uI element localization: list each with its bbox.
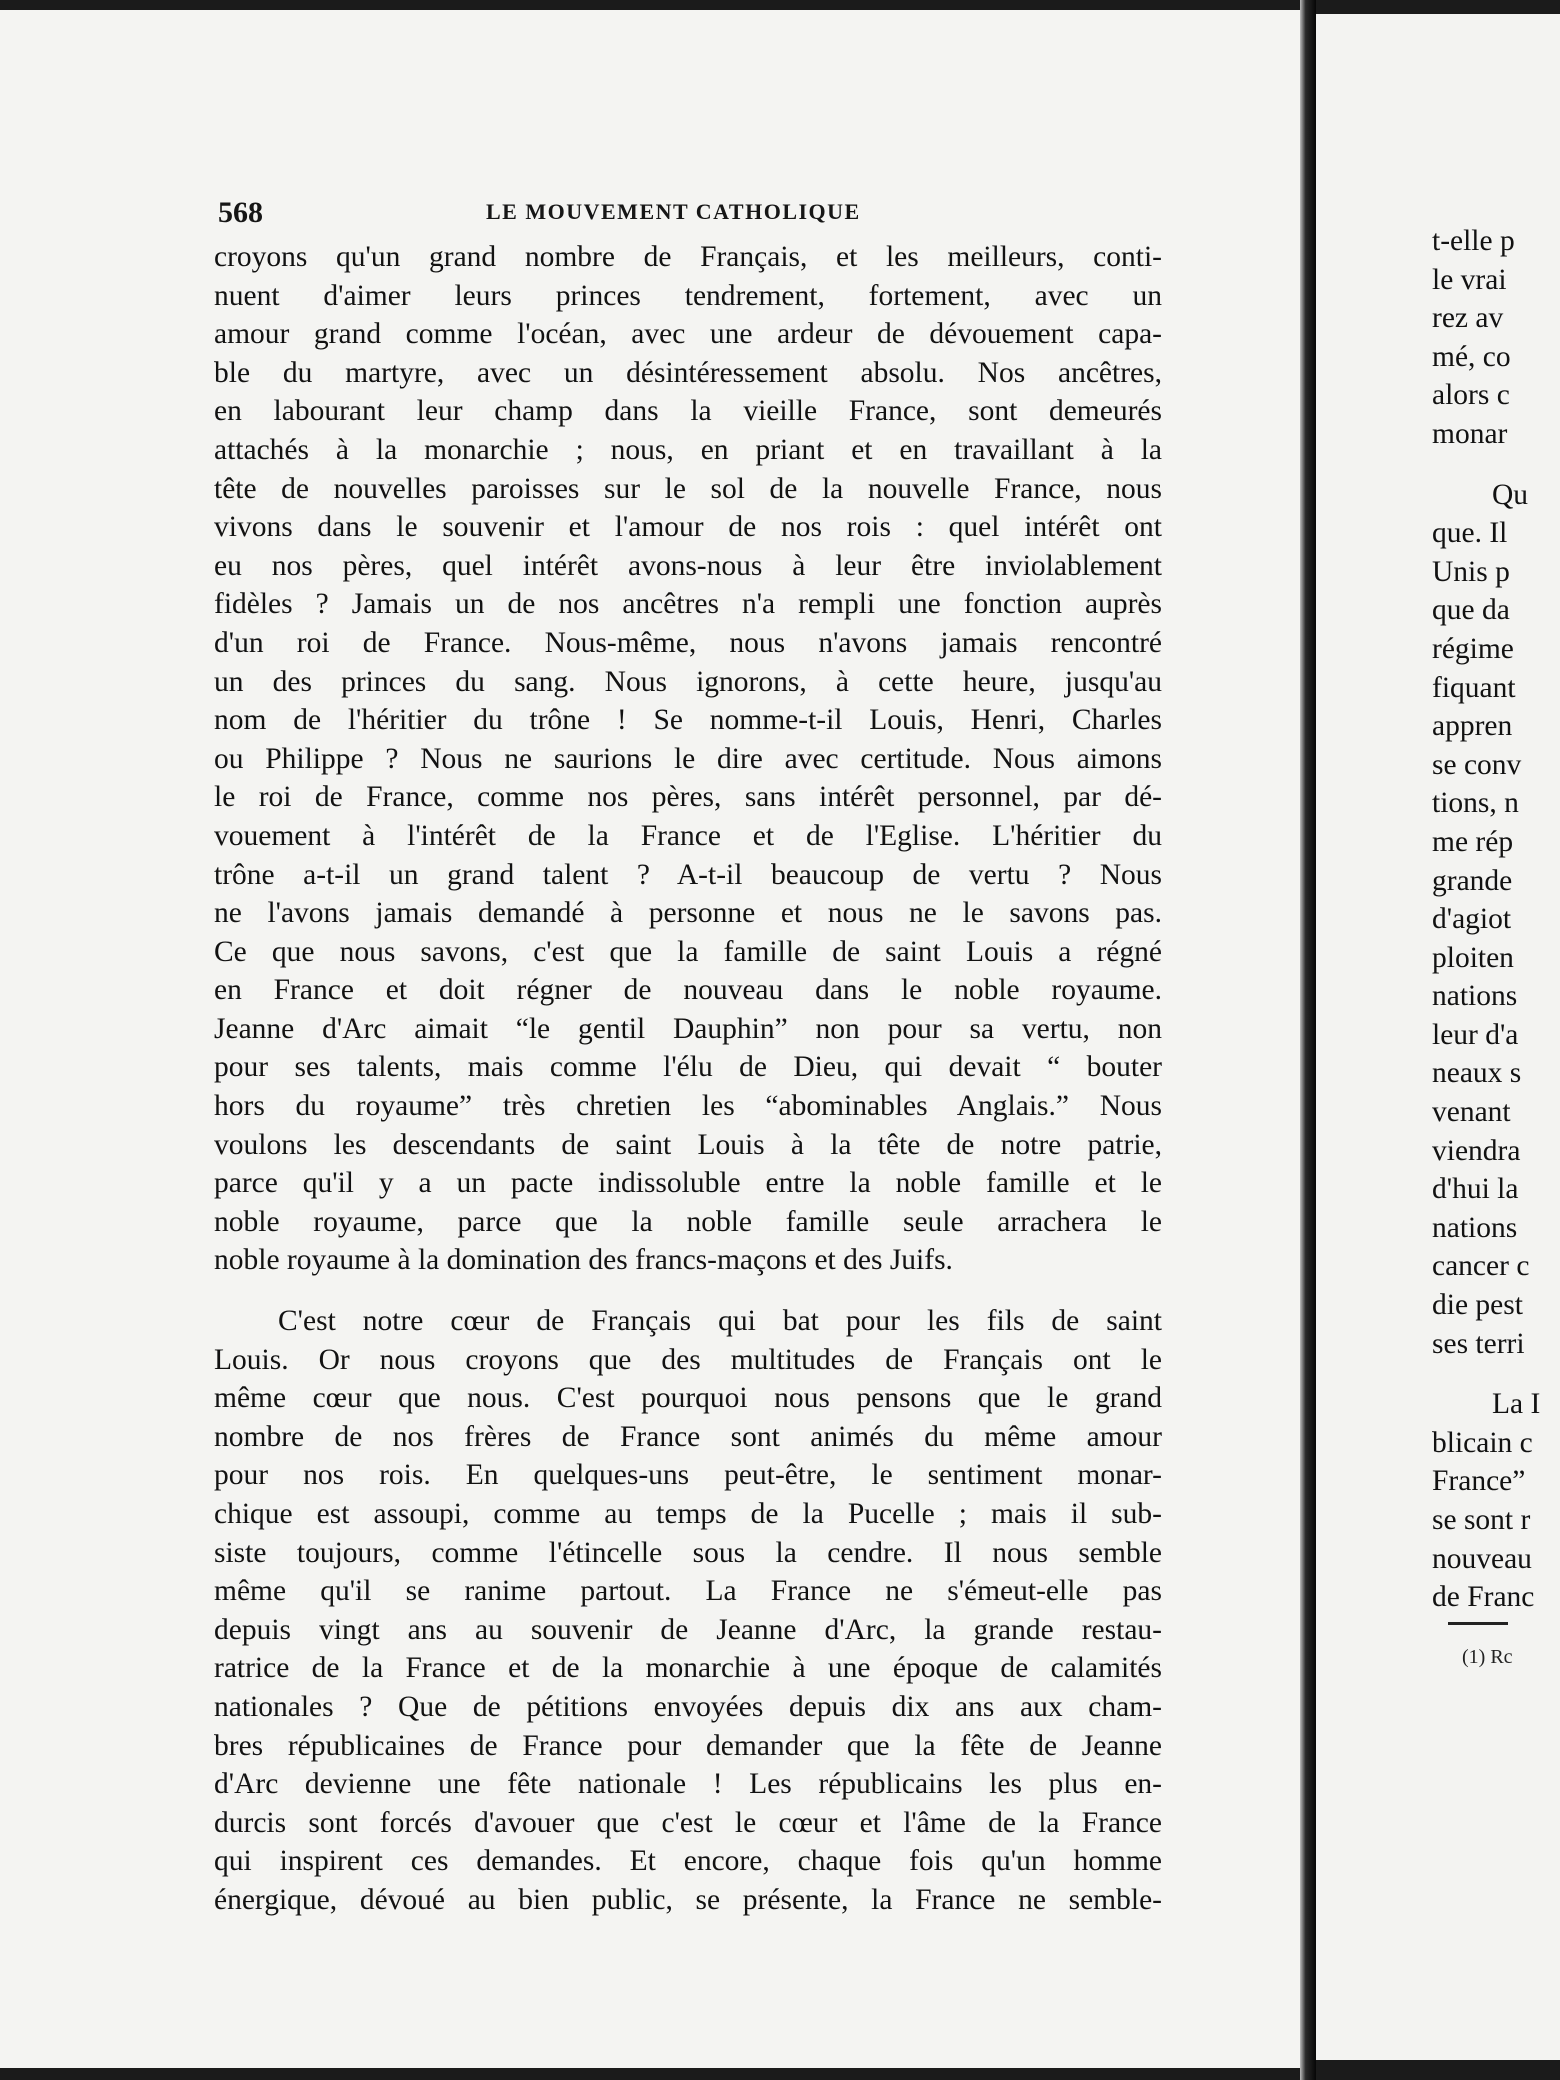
text-line: nationales ? Que de pétitions envoyées depuis dix ans aux cham- — [214, 1690, 1162, 1723]
text-line: bres républicaines de France pour demander que la fête de Jeanne — [214, 1729, 1162, 1762]
text-line: même cœur que nous. C'est pourquoi nous pensons que le grand — [214, 1382, 1162, 1415]
text-line: chique est assoupi, comme au temps de la Pucelle ; mais il sub- — [214, 1498, 1162, 1530]
text-line: ne l'avons jamais demandé à personne et nous ne le savons pas. — [214, 897, 1162, 930]
text-line: que da — [1432, 594, 1510, 627]
text-line: venant — [1432, 1096, 1511, 1129]
text-line: amour grand comme l'océan, avec une ardeur de dévouement capa- — [214, 318, 1162, 351]
text-line: grande — [1432, 864, 1513, 897]
text-line: France” — [1432, 1465, 1526, 1498]
text-line: nations — [1432, 1211, 1518, 1244]
text-line: La I — [1492, 1388, 1541, 1421]
text-line: que. Il — [1432, 517, 1508, 550]
text-line: vouement à l'intérêt de la France et de l'Eglise. L'héritier du — [214, 819, 1162, 852]
paragraph-gap — [1432, 454, 1560, 476]
text-line: vivons dans le souvenir et l'amour de nos rois : quel intérêt ont — [214, 511, 1162, 544]
text-line: noble royaume, parce que la noble famille seule arrachera le — [214, 1205, 1162, 1238]
body-text — [214, 238, 1162, 1920]
text-line: de Franc — [1432, 1581, 1535, 1614]
text-line: fiquant — [1432, 671, 1516, 704]
text-line: Unis p — [1432, 555, 1510, 588]
text-line: viendra — [1432, 1134, 1521, 1167]
text-line: blicain c — [1432, 1426, 1533, 1459]
text-line: hors du royaume” très chretien les “abominables Anglais.” Nous — [214, 1090, 1162, 1123]
text-line: qui inspirent ces demandes. Et encore, chaque fois qu'un homme — [214, 1845, 1162, 1878]
paragraph-gap — [214, 1280, 1162, 1302]
text-line: énergique, dévoué au bien public, se présente, la France ne semble- — [214, 1883, 1162, 1916]
text-line: siste toujours, comme l'étincelle sous la cendre. Il nous semble — [214, 1536, 1162, 1569]
running-title: LE MOUVEMENT CATHOLIQUE — [486, 199, 861, 224]
right-page-text — [1432, 222, 1560, 1617]
text-line: depuis vingt ans au souvenir de Jeanne d'Arc, la grande restau- — [214, 1613, 1162, 1646]
text-line: C'est notre cœur de Français qui bat pour les fils de saint — [278, 1305, 1162, 1338]
text-line: noble royaume à la domination des francs-maçons et des Juifs. — [214, 1244, 953, 1277]
text-line: Ce que nous savons, c'est que la famille de saint Louis a régné — [214, 935, 1162, 968]
text-line: ratrice de la France et de la monarchie à une époque de calamités — [214, 1652, 1162, 1685]
text-line: nouveau — [1432, 1542, 1532, 1575]
left-page — [0, 10, 1300, 2068]
text-line: tions, n — [1432, 787, 1519, 820]
text-line: ploiten — [1432, 941, 1514, 974]
text-line: nom de l'héritier du trône ! Se nomme-t-il Louis, Henri, Charles — [214, 704, 1162, 737]
text-line: nombre de nos frères de France sont animés du même amour — [214, 1420, 1162, 1453]
text-line: d'un roi de France. Nous-même, nous n'avons jamais rencontré — [214, 626, 1162, 659]
text-line: ou Philippe ? Nous ne saurions le dire avec certitude. Nous aimons — [214, 742, 1162, 775]
text-line: ses terri — [1432, 1327, 1525, 1360]
paragraph-1 — [214, 238, 1162, 1280]
text-line: ble du martyre, avec un désintéressement absolu. Nos ancêtres, — [214, 356, 1162, 389]
text-line: Louis. Or nous croyons que des multitudes de Français ont le — [214, 1343, 1162, 1376]
text-line: trône a-t-il un grand talent ? A-t-il beaucoup de vertu ? Nous — [214, 858, 1162, 891]
text-line: monar — [1432, 417, 1508, 450]
text-line: se conv — [1432, 748, 1522, 781]
footnote-rule — [1448, 1622, 1508, 1625]
page-number: 568 — [218, 196, 263, 229]
text-line: appren — [1432, 710, 1513, 743]
text-line: en labourant leur champ dans la vieille France, sont demeurés — [214, 395, 1162, 428]
text-line: voulons les descendants de saint Louis à la tête de notre patrie, — [214, 1128, 1162, 1161]
text-line: même qu'il se ranime partout. La France ne s'émeut-elle pas — [214, 1575, 1162, 1608]
text-line: parce qu'il y a un pacte indissoluble entre la noble famille et le — [214, 1167, 1162, 1200]
text-line: leur d'a — [1432, 1018, 1519, 1051]
text-line: Jeanne d'Arc aimait “le gentil Dauphin” non pour sa vertu, non — [214, 1012, 1162, 1045]
text-line: d'hui la — [1432, 1173, 1519, 1206]
text-line: mé, co — [1432, 340, 1511, 373]
right-page-fragment — [1316, 14, 1560, 2060]
text-line: pour ses talents, mais comme l'élu de Dieu, qui devait “ bouter — [214, 1051, 1162, 1084]
text-line: rez av — [1432, 302, 1504, 335]
text-line: le vrai — [1432, 263, 1507, 296]
text-line: neaux s — [1432, 1057, 1522, 1090]
text-line: en France et doit régner de nouveau dans le noble royaume. — [214, 974, 1162, 1007]
footnote: (1) Rc — [1462, 1646, 1513, 1668]
text-line: nations — [1432, 980, 1518, 1013]
text-line: cancer c — [1432, 1250, 1530, 1283]
text-line: le roi de France, comme nos pères, sans intérêt personnel, par dé- — [214, 781, 1162, 814]
text-line: un des princes du sang. Nous ignorons, à cette heure, jusqu'au — [214, 665, 1162, 698]
text-line: nuent d'aimer leurs princes tendrement, fortement, avec un — [214, 279, 1162, 312]
text-line: croyons qu'un grand nombre de Français, et les meilleurs, conti- — [214, 241, 1162, 273]
text-line: die pest — [1432, 1289, 1523, 1322]
text-line: fidèles ? Jamais un de nos ancêtres n'a rempli une fonction auprès — [214, 588, 1162, 621]
text-line: eu nos pères, quel intérêt avons-nous à leur être inviolablement — [214, 549, 1162, 582]
text-line: alors c — [1432, 379, 1510, 412]
text-line: d'Arc devienne une fête nationale ! Les républicains les plus en- — [214, 1768, 1162, 1801]
paragraph-2 — [214, 1302, 1162, 1920]
text-line: d'agiot — [1432, 903, 1512, 936]
book-binding-gutter — [1300, 0, 1316, 2080]
text-line: me rép — [1432, 825, 1514, 858]
text-line: régime — [1432, 632, 1514, 665]
text-line: pour nos rois. En quelques-uns peut-être, le sentiment monar- — [214, 1459, 1162, 1492]
text-line: t-elle p — [1432, 225, 1515, 257]
text-line: se sont r — [1432, 1504, 1531, 1536]
text-line: durcis sont forcés d'avouer que c'est le cœur et l'âme de la France — [214, 1806, 1162, 1839]
text-line: attachés à la monarchie ; nous, en priant et en travaillant à la — [214, 433, 1162, 466]
text-line: tête de nouvelles paroisses sur le sol de la nouvelle France, nous — [214, 472, 1162, 505]
text-line: Qu — [1492, 478, 1529, 511]
paragraph-gap — [1432, 1363, 1560, 1385]
